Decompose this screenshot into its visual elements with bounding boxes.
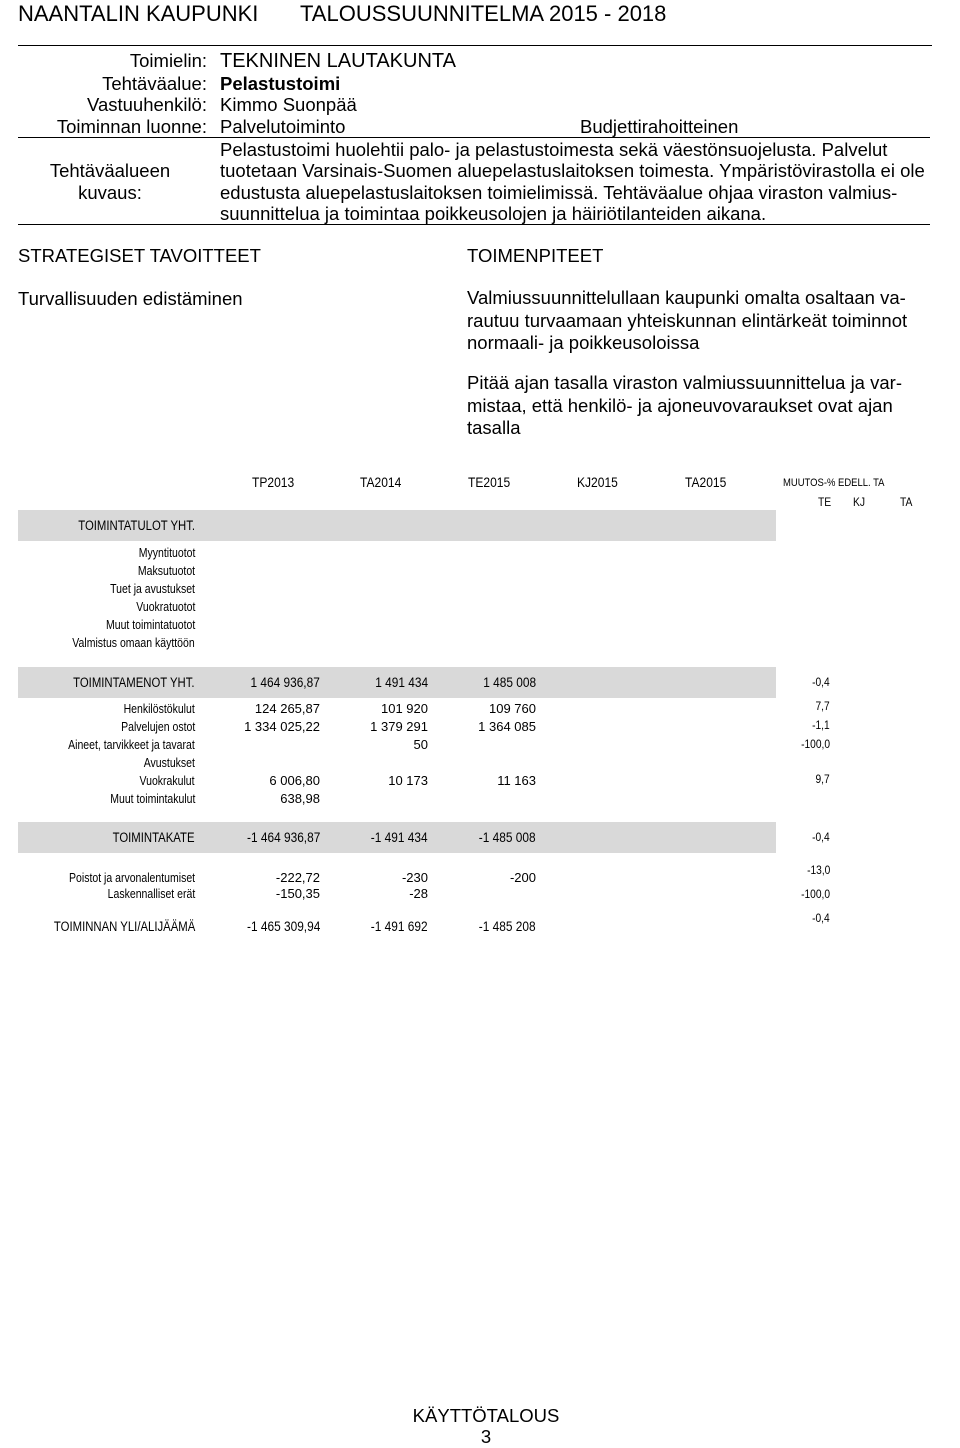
table-row xyxy=(0,616,960,634)
description-text xyxy=(220,139,925,224)
value-tp2013: -222,72 xyxy=(275,870,320,885)
description-label-line: kuvaus: xyxy=(78,181,142,203)
measure-paragraph xyxy=(467,372,902,440)
value-te2015: 1 485 008 xyxy=(483,675,536,690)
value-tp2013: 1 464 936,87 xyxy=(250,675,320,690)
table-row-operating-margin xyxy=(0,822,960,853)
description-line: tuotetaan Varsinais-Suomen aluepelastuslaitoksen toimesta. Ympäristövirastolla ei ole xyxy=(220,160,925,182)
task-area-label: Tehtäväalue: xyxy=(102,73,207,94)
row-label: TOIMINTAKATE xyxy=(113,830,195,845)
column-header-kj2015: KJ2015 xyxy=(577,474,618,490)
row-label: Valmistus omaan käyttöön xyxy=(72,636,195,650)
column-header-tp2013: TP2013 xyxy=(252,474,295,490)
header-rule xyxy=(18,45,932,46)
value-change-te: -100,0 xyxy=(801,887,830,901)
strategic-goal: Turvallisuuden edistäminen xyxy=(18,288,243,309)
row-label: Muut toimintakulut xyxy=(109,792,195,806)
table-row xyxy=(0,790,960,808)
value-tp2013: -1 464 936,87 xyxy=(246,830,320,845)
row-label: Vuokratuotot xyxy=(135,600,195,614)
value-tp2013: 124 265,87 xyxy=(254,701,320,716)
value-te2015: 11 163 xyxy=(497,773,536,788)
table-row xyxy=(0,580,960,598)
value-change-te: -0,4 xyxy=(812,830,830,844)
change-column-header: MUUTOS-% EDELL. TA xyxy=(783,477,885,489)
measures-heading: TOIMENPITEET xyxy=(467,245,604,266)
value-te2015: -1 485 008 xyxy=(479,830,536,845)
value-tp2013: -150,35 xyxy=(275,886,320,901)
description-line: edustusta aluepelastuslaitoksen toimielimissä. Tehtäväalue ohjaa viraston valmius- xyxy=(220,181,898,203)
value-ta2014: 10 173 xyxy=(388,773,428,788)
value-ta2014: -1 491 692 xyxy=(371,919,428,934)
funding-type: Budjettirahoitteinen xyxy=(580,116,739,137)
value-ta2014: 1 491 434 xyxy=(375,675,428,690)
change-subheader-te: TE xyxy=(818,495,832,509)
value-change-te: -0,4 xyxy=(812,911,830,925)
description-rule xyxy=(18,224,930,225)
page-number: 3 xyxy=(480,1426,492,1447)
value-te2015: 1 364 085 xyxy=(478,719,536,734)
table-row xyxy=(0,736,960,754)
table-row xyxy=(0,544,960,562)
row-label: Myyntituotot xyxy=(138,546,195,560)
value-ta2014: 101 920 xyxy=(381,701,428,716)
table-row xyxy=(0,772,960,790)
description-label xyxy=(18,160,202,203)
row-label: Tuet ja avustukset xyxy=(110,582,195,596)
row-label: Muut toimintatuotot xyxy=(105,618,195,632)
measure-line: mistaa, että henkilö- ja ajoneuvovaraukset ovat ajan xyxy=(467,394,893,416)
row-label: TOIMINTAMENOT YHT. xyxy=(73,675,195,690)
committee-value: TEKNINEN LAUTAKUNTA xyxy=(220,50,456,72)
row-label: TOIMINNAN YLI/ALIJÄÄMÄ xyxy=(53,919,195,934)
value-change-te: 9,7 xyxy=(815,772,830,786)
value-te2015: -1 485 208 xyxy=(479,919,536,934)
value-tp2013: -1 465 309,94 xyxy=(246,919,320,934)
value-ta2014: -28 xyxy=(409,886,428,901)
row-label: Palvelujen ostot xyxy=(120,720,195,734)
responsible-label: Vastuuhenkilö: xyxy=(87,94,207,115)
table-row-expenses-total xyxy=(0,667,960,698)
value-tp2013: 638,98 xyxy=(280,791,320,806)
table-row-result xyxy=(0,911,960,942)
city-name: NAANTALIN KAUPUNKI xyxy=(18,1,259,26)
task-area-value: Pelastustoimi xyxy=(220,73,341,94)
nature-label: Toiminnan luonne: xyxy=(56,116,207,137)
value-te2015: -200 xyxy=(509,870,536,885)
committee-label: Toimielin: xyxy=(129,50,207,71)
value-tp2013: 1 334 025,22 xyxy=(244,719,320,734)
value-ta2014: -1 491 434 xyxy=(371,830,428,845)
row-label: Avustukset xyxy=(143,756,195,770)
responsible-value: Kimmo Suonpää xyxy=(220,94,357,115)
value-change-te: -0,4 xyxy=(812,675,830,689)
value-te2015: 109 760 xyxy=(489,701,536,716)
info-rule xyxy=(18,137,930,138)
row-label: Poistot ja arvonalentumiset xyxy=(68,871,195,885)
table-row xyxy=(0,885,960,903)
value-ta2014: 50 xyxy=(413,737,428,752)
document-title: TALOUSSUUNNITELMA 2015 - 2018 xyxy=(300,1,667,26)
value-change-te: 7,7 xyxy=(815,699,830,713)
value-ta2014: 1 379 291 xyxy=(370,719,428,734)
row-label: Aineet, tarvikkeet ja tavarat xyxy=(68,738,195,752)
description-line: suunnittelua ja toimintaa poikkeusolojen ja häiriötilanteiden aikana. xyxy=(220,202,767,224)
value-change-te: -13,0 xyxy=(806,863,830,877)
column-header-ta2014: TA2014 xyxy=(360,474,402,490)
measure-line: rautuu turvaamaan yhteiskunnan elintärkeät toiminnot xyxy=(467,309,908,331)
column-header-ta2015: TA2015 xyxy=(685,474,727,490)
table-row xyxy=(0,718,960,736)
column-header-te2015: TE2015 xyxy=(468,474,511,490)
measure-line: Pitää ajan tasalla viraston valmiussuunnittelua ja var- xyxy=(467,372,902,393)
row-label: Vuokrakulut xyxy=(139,774,195,788)
value-ta2014: -230 xyxy=(401,870,428,885)
row-label: TOIMINTATULOT YHT. xyxy=(78,518,195,533)
table-row xyxy=(0,562,960,580)
row-label: Maksutuotot xyxy=(137,564,195,578)
goals-heading: STRATEGISET TAVOITTEET xyxy=(18,245,261,266)
value-change-te: -1,1 xyxy=(812,718,830,732)
value-change-te: -100,0 xyxy=(801,737,830,751)
row-label: Laskennalliset erät xyxy=(107,887,195,901)
change-subheader-ta: TA xyxy=(900,495,913,509)
table-row-income-total xyxy=(0,510,960,541)
measure-paragraph xyxy=(467,287,907,355)
measure-line: Valmiussuunnittelullaan kaupunki omalta osaltaan va- xyxy=(467,287,906,308)
description-label-line: Tehtäväalueen xyxy=(49,160,171,181)
description-line: Pelastustoimi huolehtii palo- ja pelastustoimesta sekä väestönsuojelusta. Palvelut xyxy=(220,139,888,160)
value-tp2013: 6 006,80 xyxy=(269,773,320,788)
row-label: Henkilöstökulut xyxy=(123,702,195,716)
table-row xyxy=(0,634,960,652)
table-row xyxy=(0,598,960,616)
nature-value: Palvelutoiminto xyxy=(220,116,346,137)
change-subheader-kj: KJ xyxy=(853,495,866,509)
measure-line: tasalla xyxy=(467,417,521,438)
measure-line: normaali- ja poikkeusoloissa xyxy=(467,332,700,353)
section-name: KÄYTTÖTALOUS xyxy=(412,1405,560,1426)
